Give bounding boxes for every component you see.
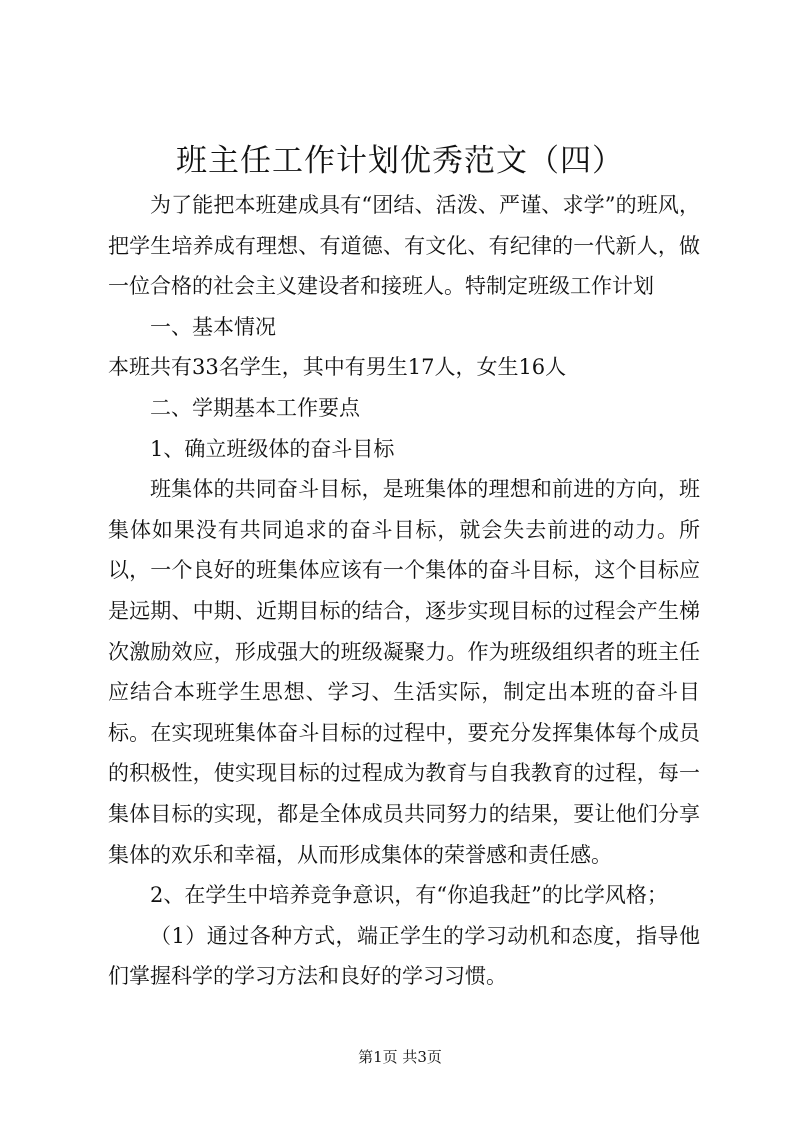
subheading-goal: 1、确立班级体的奋斗目标 bbox=[150, 436, 395, 461]
page-number-footer: 第1页 共3页 bbox=[358, 1048, 442, 1066]
section-heading-work-points: 二、学期基本工作要点 bbox=[150, 395, 360, 420]
goal-paragraph: 班集体的共同奋斗目标，是班集体的理想和前进的方向，班集体如果没有共同追求的奋斗目标，就会失去前进的动力。所以，一个良好的班集体应该有一个集体的奋斗目标，这个目标应是远期、中期、近期目标的结合，逐步实现目标的过程会产生梯次激励效应，形成强大的班级凝聚力。作为班级组织者的班主任应结合本班学生思想、学习、生活实际，制定出本班的奋斗目标。在实现班集体奋斗目标的过程中，要充分发挥集体每个成员的积极性，使实现目标的过程成为教育与自我教育的过程，每一集体目标的实现，都是全体成员共同努力的结果，要让他们分享集体的欢乐和幸福，从而形成集体的荣誉感和责任感。 bbox=[108, 477, 700, 867]
document-title: 班主任工作计划优秀范文（四） bbox=[176, 143, 624, 179]
class-info-paragraph: 本班共有33名学生，其中有男生17人，女生16人 bbox=[108, 355, 567, 380]
item-1-paragraph: （1）通过各种方式，端正学生的学习动机和态度，指导他们掌握科学的学习方法和良好的学习习惯。 bbox=[108, 923, 700, 989]
subheading-competition: 2、在学生中培养竞争意识，有“你追我赶”的比学风格； bbox=[150, 883, 668, 908]
document-body bbox=[108, 185, 700, 997]
intro-paragraph: 为了能把本班建成具有“团结、活泼、严谨、求学”的班风，把学生培养成有理想、有道德、有文化、有纪律的一代新人，做一位合格的社会主义建设者和接班人。特制定班级工作计划 bbox=[108, 193, 700, 299]
section-heading-basic-info: 一、基本情况 bbox=[150, 314, 276, 339]
